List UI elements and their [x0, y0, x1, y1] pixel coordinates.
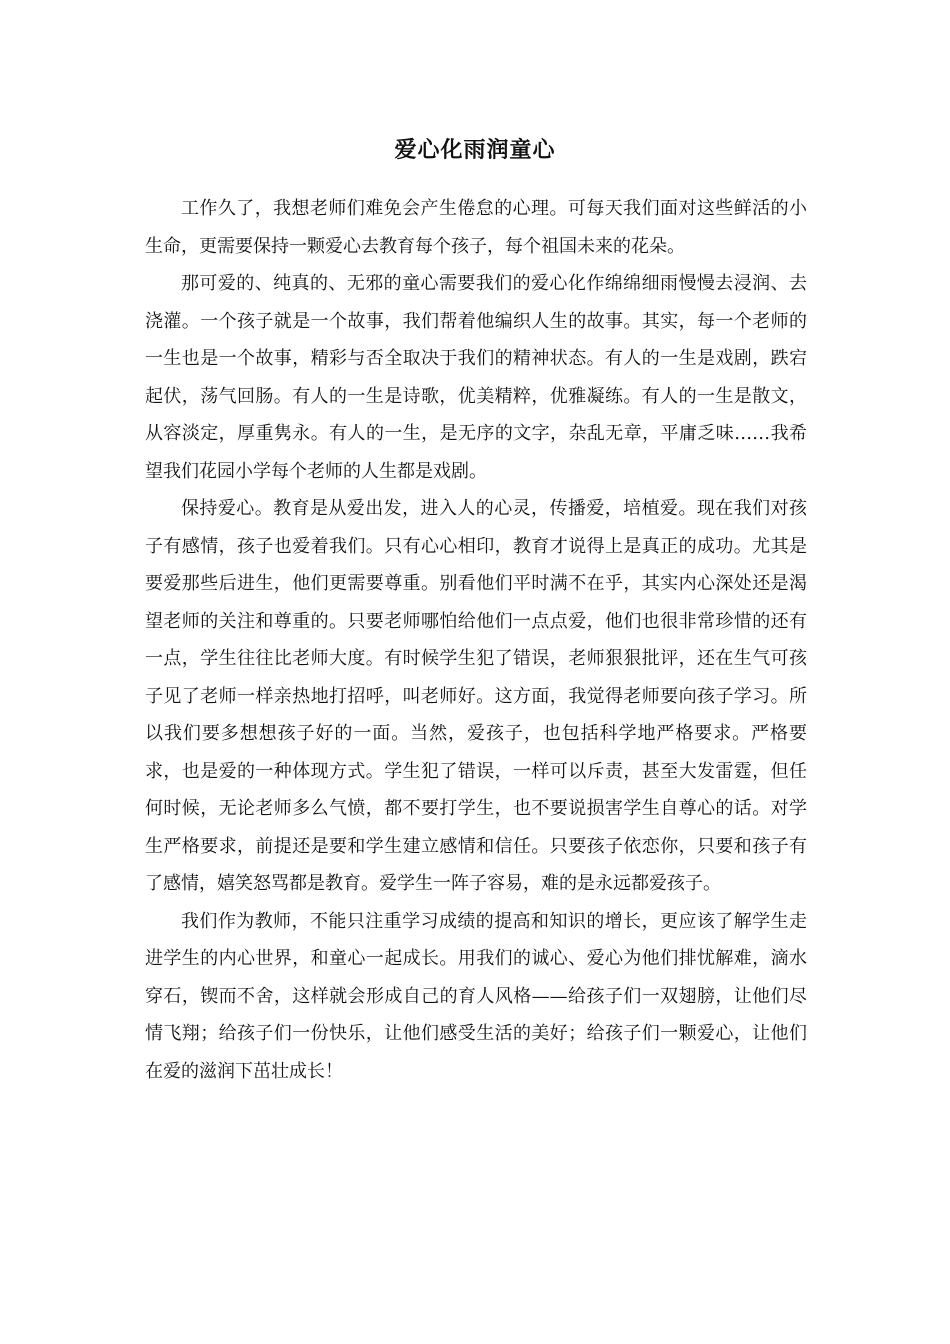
document-title: 爱心化雨润童心: [394, 137, 556, 163]
paragraph-1: 工作久了，我想老师们难免会产生倦怠的心理。可每天我们面对这些鲜活的小生命，更需要保持一颗爱心去教育每个孩子，每个祖国未来的花朵。: [145, 198, 807, 257]
paragraph-2: 那可爱的、纯真的、无邪的童心需要我们的爱心化作绵绵细雨慢慢去浸润、去浇灌。一个孩子就是一个故事，我们帮着他编织人生的故事。其实，每一个老师的一生也是一个故事，精彩与否全取决于我们的精神状态。有人的一生是戏剧，跌宕起伏，荡气回肠。有人的一生是诗歌，优美精粹，优雅凝练。有人的一生是散文，从容淡定，厚重隽永。有人的一生，是无序的文字，杂乱无章，平庸乏味……我希望我们花园小学每个老师的人生都是戏剧。: [145, 273, 807, 482]
paragraph-3: 保持爱心。教育是从爱出发，进入人的心灵，传播爱，培植爱。现在我们对孩子有感情，孩子也爱着我们。只有心心相印，教育才说得上是真正的成功。尤其是要爱那些后进生，他们更需要尊重。别看他们平时满不在乎，其实内心深处还是渴望老师的关注和尊重的。只要老师哪怕给他们一点点爱，他们也很非常珍惜的还有一点，学生往往比老师大度。有时候学生犯了错误，老师狠狠批评，还在生气可孩子见了老师一样亲热地打招呼，叫老师好。这方面，我觉得老师要向孩子学习。所以我们要多想想孩子好的一面。当然，爱孩子，也包括科学地严格要求。严格要求，也是爱的一种体现方式。学生犯了错误，一样可以斥责，甚至大发雷霆，但任何时候，无论老师多么气愤，都不要打学生，也不要说损害学生自尊心的话。对学生严格要求，前提还是要和学生建立感情和信任。只要孩子依恋你，只要和孩子有了感情，嬉笑怒骂都是教育。爱学生一阵子容易，难的是永远都爱孩子。: [145, 498, 807, 894]
paragraph-4: 我们作为教师，不能只注重学习成绩的提高和知识的增长，更应该了解学生走进学生的内心世界，和童心一起成长。用我们的诚心、爱心为他们排忧解难，滴水穿石，锲而不舍，这样就会形成自己的育人风格——给孩子们一双翅膀，让他们尽情飞翔；给孩子们一份快乐，让他们感受生活的美好；给孩子们一颗爱心，让他们在爱的滋润下茁壮成长！: [145, 910, 807, 1082]
document-body: [145, 190, 807, 1090]
